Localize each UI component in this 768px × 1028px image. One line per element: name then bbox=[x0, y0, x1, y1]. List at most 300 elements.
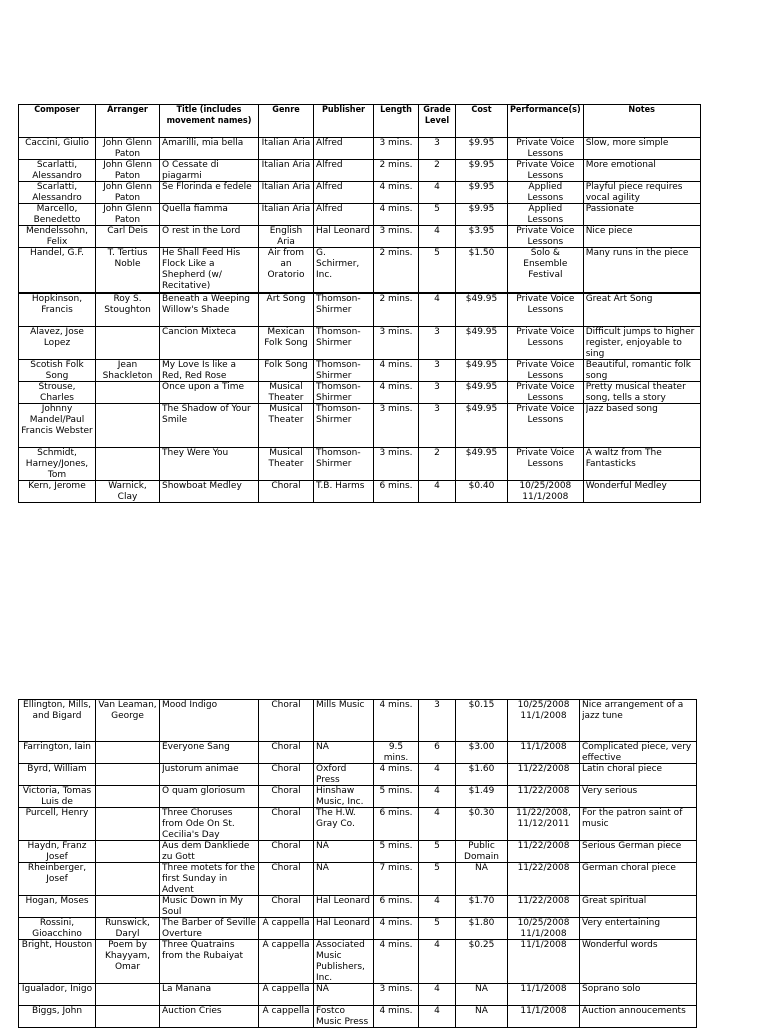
cell-genre bbox=[259, 293, 314, 326]
cell-title bbox=[160, 841, 259, 863]
cell-text: Ellington, Mills, and Bigard bbox=[23, 700, 91, 721]
cell-text: Private Voice Lessons bbox=[516, 403, 575, 425]
cell-text: 10/25/2008 11/1/2008 bbox=[517, 700, 570, 721]
cell-arranger bbox=[96, 326, 160, 359]
cell-text: Oxford Press bbox=[316, 764, 347, 785]
cell-text: More emotional bbox=[585, 160, 656, 170]
cell-text: Italian Aria bbox=[261, 182, 311, 192]
table-row bbox=[19, 226, 701, 248]
cell-text: 2 mins. bbox=[379, 160, 413, 170]
cell-length bbox=[374, 381, 419, 403]
cell-composer bbox=[19, 403, 96, 447]
cell-text: A cappella bbox=[262, 918, 310, 928]
cell-arranger bbox=[96, 160, 160, 182]
cell-text: Very entertaining bbox=[582, 918, 661, 928]
cell-grade-level bbox=[419, 940, 456, 984]
cell-text: Applied Lessons bbox=[527, 182, 564, 203]
cell-publisher bbox=[314, 248, 374, 294]
cell-text: $3.95 bbox=[468, 226, 495, 236]
cell-text: Thomson-Shirmer bbox=[316, 359, 361, 381]
cell-notes bbox=[583, 226, 700, 248]
cell-text: Private Voice Lessons bbox=[516, 160, 575, 181]
table-row bbox=[19, 841, 697, 863]
cell-text: 4 mins. bbox=[379, 1006, 413, 1016]
cell-text: Italian Aria bbox=[261, 138, 311, 148]
cell-text: 3 bbox=[434, 138, 440, 148]
cell-text: $0.25 bbox=[468, 940, 495, 950]
cell-notes bbox=[583, 381, 700, 403]
cell-performances bbox=[508, 447, 584, 480]
cell-genre bbox=[259, 480, 314, 502]
cell-text: John Glenn Paton bbox=[103, 138, 152, 159]
cell-text: Van Leaman, George bbox=[98, 700, 157, 721]
table-row bbox=[19, 403, 701, 447]
cell-text: 6 mins. bbox=[379, 480, 413, 491]
cell-composer bbox=[19, 359, 96, 381]
cell-title bbox=[160, 381, 259, 403]
cell-publisher bbox=[314, 359, 374, 381]
cell-title bbox=[160, 786, 259, 808]
table-row bbox=[19, 742, 697, 764]
cell-text: 2 mins. bbox=[379, 248, 413, 258]
cell-composer bbox=[19, 226, 96, 248]
cell-genre bbox=[259, 182, 314, 204]
cell-text: $9.95 bbox=[468, 182, 495, 192]
cell-grade-level bbox=[419, 742, 456, 764]
cell-text: Passionate bbox=[585, 204, 634, 214]
cell-text: Choral bbox=[271, 841, 301, 851]
cell-text: Strouse, Charles bbox=[38, 381, 76, 403]
cell-length bbox=[374, 700, 419, 742]
table-row bbox=[19, 248, 701, 294]
cell-text: Jazz based song bbox=[585, 403, 658, 414]
cell-genre bbox=[259, 896, 314, 918]
cell-length bbox=[374, 248, 419, 294]
cell-notes bbox=[583, 182, 700, 204]
cell-genre bbox=[259, 742, 314, 764]
cell-text: Schmidt, Harney/Jones, Tom bbox=[25, 447, 89, 480]
cell-cost bbox=[456, 940, 508, 984]
cell-publisher bbox=[314, 480, 374, 502]
cell-text: O rest in the Lord bbox=[162, 226, 241, 236]
cell-composer bbox=[19, 918, 96, 940]
cell-performances bbox=[508, 1006, 580, 1028]
cell-text: Musical Theater bbox=[268, 447, 304, 469]
cell-arranger bbox=[96, 742, 160, 764]
cell-title bbox=[160, 940, 259, 984]
cell-text: NA bbox=[475, 1006, 488, 1016]
cell-text: NA bbox=[475, 984, 488, 994]
cell-arranger bbox=[96, 863, 160, 896]
cell-publisher bbox=[314, 204, 374, 226]
cell-text: Auction Cries bbox=[162, 1006, 222, 1016]
cell-text: 3 bbox=[434, 403, 440, 414]
cell-text: Runswick, Daryl bbox=[105, 918, 150, 939]
cell-text: German choral piece bbox=[582, 863, 676, 873]
cell-cost bbox=[456, 359, 508, 381]
cell-cost bbox=[456, 764, 508, 786]
cell-length bbox=[374, 896, 419, 918]
cell-text: Solo & Ensemble Festival bbox=[523, 248, 568, 280]
cell-grade-level bbox=[419, 764, 456, 786]
cell-text: 3 mins. bbox=[379, 326, 413, 337]
table-row bbox=[19, 293, 701, 326]
cell-text: Hopkinson, Francis bbox=[31, 294, 83, 315]
cell-cost bbox=[456, 326, 508, 359]
cell-text: $0.40 bbox=[468, 480, 495, 491]
table-row bbox=[19, 940, 697, 984]
cell-text: 4 bbox=[434, 294, 440, 304]
cell-text: A waltz from The Fantasticks bbox=[585, 447, 662, 469]
cell-text: 5 bbox=[434, 918, 440, 928]
cell-text: Warnick, Clay bbox=[108, 480, 147, 502]
cell-text: 4 bbox=[434, 896, 440, 906]
table-row bbox=[19, 204, 701, 226]
cell-text: 4 bbox=[434, 480, 440, 491]
cell-genre bbox=[259, 248, 314, 294]
cell-publisher bbox=[314, 326, 374, 359]
cell-text: 4 bbox=[434, 182, 440, 192]
cell-text: $1.49 bbox=[468, 786, 495, 796]
cell-text: Rheinberger, Josef bbox=[27, 863, 87, 884]
cell-text: Soprano solo bbox=[582, 984, 641, 994]
cell-genre bbox=[259, 764, 314, 786]
cell-notes bbox=[583, 359, 700, 381]
cell-text: He Shall Feed His Flock Like a Shepherd (w/ Recitative) bbox=[162, 248, 241, 291]
cell-text: Art Song bbox=[266, 294, 306, 304]
cell-text: 3 mins. bbox=[379, 984, 413, 994]
cell-text: $0.15 bbox=[468, 700, 495, 710]
cell-title bbox=[160, 700, 259, 742]
cell-composer bbox=[19, 940, 96, 984]
cell-text: Great spiritual bbox=[582, 896, 647, 906]
cell-length bbox=[374, 204, 419, 226]
cell-text: 10/25/2008 11/1/2008 bbox=[517, 918, 570, 939]
cell-length bbox=[374, 326, 419, 359]
header-composer: Composer bbox=[19, 105, 96, 138]
cell-length bbox=[374, 940, 419, 984]
cell-publisher bbox=[314, 764, 374, 786]
cell-text: $49.95 bbox=[465, 381, 498, 392]
cell-text: O quam gloriosum bbox=[162, 786, 246, 796]
cell-grade-level bbox=[419, 1006, 456, 1028]
cell-text: Nice piece bbox=[585, 226, 633, 236]
cell-performances bbox=[508, 138, 584, 160]
cell-cost bbox=[456, 841, 508, 863]
cell-text: The H.W. Gray Co. bbox=[316, 808, 356, 829]
cell-cost bbox=[456, 204, 508, 226]
cell-text: 3 bbox=[434, 700, 440, 710]
cell-text: NA bbox=[475, 863, 488, 873]
cell-text: Thomson-Shirmer bbox=[316, 294, 361, 315]
cell-text: Hinshaw Music, Inc. bbox=[316, 786, 364, 807]
cell-text: $9.95 bbox=[468, 204, 495, 214]
cell-text: Alfred bbox=[316, 160, 343, 170]
cell-text: Quella fiamma bbox=[162, 204, 228, 214]
cell-text: Beautiful, romantic folk song bbox=[585, 359, 691, 381]
cell-text: Amarilli, mia bella bbox=[162, 138, 244, 148]
cell-text: 5 mins. bbox=[379, 841, 413, 851]
cell-text: $49.95 bbox=[465, 326, 498, 337]
cell-title bbox=[160, 182, 259, 204]
cell-text: Slow, more simple bbox=[585, 138, 669, 148]
cell-cost bbox=[456, 808, 508, 841]
cell-length bbox=[374, 160, 419, 182]
cell-text: G. Schirmer, Inc. bbox=[316, 248, 360, 280]
header-publisher: Publisher bbox=[314, 105, 374, 138]
cell-performances bbox=[508, 204, 584, 226]
cell-cost bbox=[456, 1006, 508, 1028]
cell-text: Air from an Oratorio bbox=[267, 248, 305, 280]
cell-text: 11/22/2008 bbox=[517, 896, 570, 906]
cell-publisher bbox=[314, 293, 374, 326]
cell-text: 3 mins. bbox=[379, 138, 413, 148]
cell-text: Johnny Mandel/Paul Francis Webster bbox=[21, 403, 93, 436]
cell-text: Aus dem Dankliede zu Gott bbox=[162, 841, 250, 862]
cell-arranger bbox=[96, 226, 160, 248]
cell-title bbox=[160, 808, 259, 841]
cell-text: Scarlatti, Alessandro bbox=[32, 160, 82, 181]
cell-text: Justorum animae bbox=[162, 764, 239, 774]
cell-text: Private Voice Lessons bbox=[516, 447, 575, 469]
cell-length bbox=[374, 764, 419, 786]
cell-notes bbox=[580, 863, 697, 896]
cell-cost bbox=[456, 160, 508, 182]
cell-grade-level bbox=[419, 863, 456, 896]
cell-text: 4 mins. bbox=[379, 381, 413, 392]
cell-text: 11/1/2008 bbox=[520, 940, 567, 950]
table-row bbox=[19, 381, 701, 403]
cell-text: 11/22/2008 bbox=[517, 863, 570, 873]
cell-text: Associated Music Publishers, Inc. bbox=[316, 940, 365, 983]
cell-composer bbox=[19, 984, 96, 1006]
cell-text: Farrington, Iain bbox=[23, 742, 91, 752]
header-row bbox=[19, 105, 701, 138]
cell-text: Igualador, Inigo bbox=[21, 984, 93, 994]
cell-text: Three motets for the first Sunday in Advent bbox=[162, 863, 256, 895]
cell-text: Once upon a Time bbox=[162, 381, 245, 392]
cell-text: John Glenn Paton bbox=[103, 204, 152, 225]
cell-performances bbox=[508, 480, 584, 502]
cell-text: Nice arrangement of a jazz tune bbox=[582, 700, 684, 721]
cell-text: Hal Leonard bbox=[316, 896, 371, 906]
cell-text: Poem by Khayyam, Omar bbox=[105, 940, 150, 972]
header-arranger: Arranger bbox=[96, 105, 160, 138]
cell-text: 10/25/2008 11/1/2008 bbox=[519, 480, 572, 502]
cell-title bbox=[160, 160, 259, 182]
cell-notes bbox=[580, 764, 697, 786]
cell-text: Choral bbox=[271, 863, 301, 873]
cell-grade-level bbox=[419, 182, 456, 204]
cell-text: 11/22/2008 bbox=[517, 786, 570, 796]
cell-text: $9.95 bbox=[468, 160, 495, 170]
table-row bbox=[19, 1006, 697, 1028]
header-cost: Cost bbox=[456, 105, 508, 138]
cell-text: 3 mins. bbox=[379, 226, 413, 236]
cell-grade-level bbox=[419, 138, 456, 160]
cell-text: 4 bbox=[434, 226, 440, 236]
cell-text: Alfred bbox=[316, 138, 343, 148]
cell-length bbox=[374, 786, 419, 808]
cell-text: 5 bbox=[434, 863, 440, 873]
cell-arranger bbox=[96, 480, 160, 502]
cell-performances bbox=[508, 896, 580, 918]
cell-genre bbox=[259, 984, 314, 1006]
cell-arranger bbox=[96, 403, 160, 447]
cell-publisher bbox=[314, 226, 374, 248]
cell-title bbox=[160, 742, 259, 764]
cell-notes bbox=[583, 447, 700, 480]
cell-text: NA bbox=[316, 863, 329, 873]
cell-text: $1.70 bbox=[468, 896, 495, 906]
cell-length bbox=[374, 138, 419, 160]
cell-text: 6 bbox=[434, 742, 440, 752]
cell-text: Hal Leonard bbox=[316, 918, 371, 928]
cell-notes bbox=[580, 940, 697, 984]
cell-text: The Barber of Seville Overture bbox=[162, 918, 256, 939]
cell-text: 11/1/2008 bbox=[520, 1006, 567, 1016]
table-row bbox=[19, 808, 697, 841]
cell-performances bbox=[508, 326, 584, 359]
cell-text: Thomson-Shirmer bbox=[316, 447, 361, 469]
cell-text: Latin choral piece bbox=[582, 764, 663, 774]
cell-notes bbox=[583, 403, 700, 447]
cell-text: Thomson-Shirmer bbox=[316, 326, 361, 348]
cell-cost bbox=[456, 863, 508, 896]
header-title: Title (includes movement names) bbox=[160, 105, 259, 138]
cell-text: Choral bbox=[271, 480, 301, 491]
cell-genre bbox=[259, 160, 314, 182]
cell-text: My Love Is like a Red, Red Rose bbox=[162, 359, 237, 381]
cell-genre bbox=[259, 841, 314, 863]
cell-publisher bbox=[314, 700, 374, 742]
cell-text: Caccini, Giulio bbox=[25, 138, 89, 148]
cell-notes bbox=[583, 326, 700, 359]
cell-publisher bbox=[314, 160, 374, 182]
cell-text: 4 mins. bbox=[379, 359, 413, 370]
cell-text: $49.95 bbox=[465, 403, 498, 414]
cell-text: 11/22/2008, 11/12/2011 bbox=[516, 808, 571, 829]
cell-grade-level bbox=[419, 381, 456, 403]
cell-performances bbox=[508, 182, 584, 204]
cell-length bbox=[374, 1006, 419, 1028]
cell-text: 5 bbox=[434, 248, 440, 258]
table-row bbox=[19, 447, 701, 480]
cell-title bbox=[160, 204, 259, 226]
cell-text: Beneath a Weeping Willow's Shade bbox=[162, 294, 251, 315]
cell-grade-level bbox=[419, 204, 456, 226]
cell-text: 11/1/2008 bbox=[520, 984, 567, 994]
cell-arranger bbox=[96, 381, 160, 403]
cell-text: Victoria, Tomas Luis de bbox=[22, 786, 92, 807]
cell-text: T. Tertius Noble bbox=[107, 248, 148, 269]
cell-composer bbox=[19, 841, 96, 863]
cell-performances bbox=[508, 359, 584, 381]
cell-text: 4 bbox=[434, 764, 440, 774]
cell-text: Handel, G.F. bbox=[30, 248, 84, 258]
cell-text: 5 mins. bbox=[379, 786, 413, 796]
cell-text: Public Domain bbox=[464, 841, 499, 862]
cell-text: Auction annoucements bbox=[582, 1006, 686, 1016]
repertoire-table-top bbox=[18, 104, 701, 503]
cell-text: Private Voice Lessons bbox=[516, 294, 575, 315]
cell-publisher bbox=[314, 138, 374, 160]
cell-cost bbox=[456, 786, 508, 808]
cell-genre bbox=[259, 138, 314, 160]
cell-text: Thomson-Shirmer bbox=[316, 403, 361, 425]
cell-text: Carl Deis bbox=[107, 226, 148, 236]
cell-text: Bright, Houston bbox=[21, 940, 93, 950]
cell-cost bbox=[456, 138, 508, 160]
cell-grade-level bbox=[419, 447, 456, 480]
cell-composer bbox=[19, 764, 96, 786]
cell-text: A cappella bbox=[262, 1006, 310, 1016]
table-row bbox=[19, 359, 701, 381]
cell-text: Difficult jumps to higher register, enjoyable to sing bbox=[585, 326, 695, 359]
cell-text: 4 mins. bbox=[379, 204, 413, 214]
cell-text: $49.95 bbox=[465, 447, 498, 458]
cell-composer bbox=[19, 863, 96, 896]
cell-text: Everyone Sang bbox=[162, 742, 230, 752]
cell-length bbox=[374, 808, 419, 841]
cell-grade-level bbox=[419, 248, 456, 294]
cell-performances bbox=[508, 786, 580, 808]
cell-arranger bbox=[96, 808, 160, 841]
cell-publisher bbox=[314, 808, 374, 841]
cell-text: Alfred bbox=[316, 204, 343, 214]
cell-text: Choral bbox=[271, 896, 301, 906]
cell-cost bbox=[456, 480, 508, 502]
cell-text: Choral bbox=[271, 786, 301, 796]
cell-grade-level bbox=[419, 918, 456, 940]
cell-text: Choral bbox=[271, 808, 301, 818]
cell-text: Great Art Song bbox=[585, 294, 653, 304]
cell-title bbox=[160, 138, 259, 160]
cell-grade-level bbox=[419, 359, 456, 381]
cell-text: John Glenn Paton bbox=[103, 182, 152, 203]
cell-genre bbox=[259, 381, 314, 403]
cell-performances bbox=[508, 863, 580, 896]
cell-text: 2 mins. bbox=[379, 294, 413, 304]
cell-title bbox=[160, 447, 259, 480]
header-length: Length bbox=[374, 105, 419, 138]
cell-title bbox=[160, 1006, 259, 1028]
header-genre: Genre bbox=[259, 105, 314, 138]
cell-composer bbox=[19, 248, 96, 294]
cell-text: $49.95 bbox=[465, 359, 498, 370]
cell-genre bbox=[259, 204, 314, 226]
cell-text: Mendelssohn, Felix bbox=[26, 226, 88, 247]
cell-genre bbox=[259, 447, 314, 480]
cell-publisher bbox=[314, 984, 374, 1006]
cell-notes bbox=[583, 204, 700, 226]
cell-title bbox=[160, 896, 259, 918]
table-row bbox=[19, 863, 697, 896]
cell-performances bbox=[508, 403, 584, 447]
cell-composer bbox=[19, 182, 96, 204]
cell-text: Very serious bbox=[582, 786, 638, 796]
cell-text: 5 bbox=[434, 841, 440, 851]
cell-publisher bbox=[314, 918, 374, 940]
cell-cost bbox=[456, 182, 508, 204]
cell-text: Choral bbox=[271, 742, 301, 752]
cell-text: Three Quatrains from the Rubaiyat bbox=[162, 940, 244, 961]
cell-text: La Manana bbox=[162, 984, 212, 994]
cell-publisher bbox=[314, 742, 374, 764]
cell-grade-level bbox=[419, 480, 456, 502]
cell-grade-level bbox=[419, 226, 456, 248]
cell-composer bbox=[19, 700, 96, 742]
